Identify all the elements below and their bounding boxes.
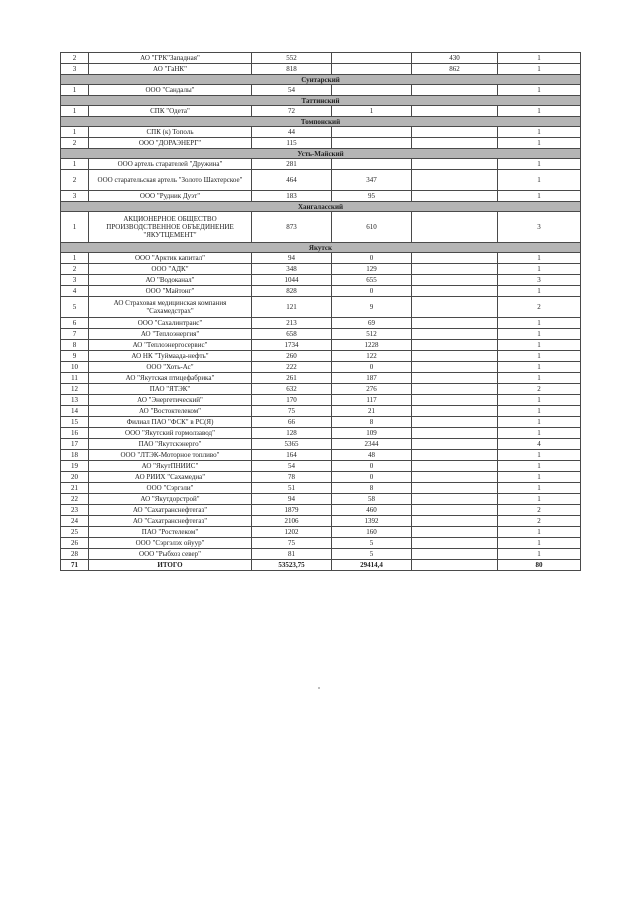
organization-name: ООО "Сахалинтранс" xyxy=(89,318,252,329)
table-row xyxy=(61,472,581,483)
value-c xyxy=(412,170,498,191)
row-number: 14 xyxy=(61,406,89,417)
value-c xyxy=(412,428,498,439)
value-a: 818 xyxy=(252,64,332,75)
organization-name: Филиал ПАО "ФСК" в РС(Я) xyxy=(89,417,252,428)
value-c xyxy=(412,373,498,384)
row-number: 1 xyxy=(61,253,89,264)
section-row xyxy=(61,96,581,106)
value-a: 164 xyxy=(252,450,332,461)
table-row xyxy=(61,64,581,75)
section-row xyxy=(61,202,581,212)
value-d: 1 xyxy=(498,527,581,538)
value-c xyxy=(412,138,498,149)
table-row xyxy=(61,264,581,275)
value-a: 281 xyxy=(252,159,332,170)
organization-name: СПК (к) Тополь xyxy=(89,127,252,138)
value-c xyxy=(412,406,498,417)
value-c xyxy=(412,549,498,560)
value-d: 2 xyxy=(498,384,581,395)
table-row xyxy=(61,329,581,340)
table-row xyxy=(61,159,581,170)
value-d: 1 xyxy=(498,318,581,329)
value-a: 260 xyxy=(252,351,332,362)
table-row xyxy=(61,340,581,351)
table-row xyxy=(61,106,581,117)
organization-name: ООО "Рудник Дуэт" xyxy=(89,191,252,202)
section-title: Таттинский xyxy=(61,96,581,106)
table-row xyxy=(61,373,581,384)
table-row xyxy=(61,275,581,286)
organization-name: АО "Водоканал" xyxy=(89,275,252,286)
value-b: 109 xyxy=(332,428,412,439)
organization-name: АО "ГРК"Западная" xyxy=(89,53,252,64)
value-d: 1 xyxy=(498,450,581,461)
row-number: 18 xyxy=(61,450,89,461)
row-number: 9 xyxy=(61,351,89,362)
row-number: 16 xyxy=(61,428,89,439)
value-b: 1228 xyxy=(332,340,412,351)
value-d: 1 xyxy=(498,538,581,549)
table-row xyxy=(61,483,581,494)
section-row xyxy=(61,243,581,253)
scan-speck xyxy=(318,687,320,689)
value-d: 1 xyxy=(498,85,581,96)
value-b: 0 xyxy=(332,461,412,472)
value-b: 347 xyxy=(332,170,412,191)
value-c xyxy=(412,275,498,286)
organization-name: АО "Сахатранснефтегаз" xyxy=(89,516,252,527)
table-row xyxy=(61,212,581,243)
row-number: 6 xyxy=(61,318,89,329)
value-d: 1 xyxy=(498,329,581,340)
value-b: 160 xyxy=(332,527,412,538)
section-title: Томпонский xyxy=(61,117,581,127)
value-d: 1 xyxy=(498,362,581,373)
value-c xyxy=(412,212,498,243)
organization-name: ООО "Сэргэли" xyxy=(89,483,252,494)
value-d: 1 xyxy=(498,406,581,417)
value-c xyxy=(412,318,498,329)
value-d: 1 xyxy=(498,428,581,439)
organization-name: АО "Теплоэнергосервис" xyxy=(89,340,252,351)
organization-name: ПАО "Ростелеком" xyxy=(89,527,252,538)
organization-name: АО НК "Туймаада-нефть" xyxy=(89,351,252,362)
table-row xyxy=(61,450,581,461)
table-row xyxy=(61,417,581,428)
value-b xyxy=(332,53,412,64)
section-title: Сунтарский xyxy=(61,75,581,85)
data-table-sheet xyxy=(60,52,580,571)
row-number: 25 xyxy=(61,527,89,538)
section-title: Хангаласский xyxy=(61,202,581,212)
table-row xyxy=(61,549,581,560)
value-b xyxy=(332,159,412,170)
value-b: 1 xyxy=(332,106,412,117)
value-d: 1 xyxy=(498,170,581,191)
value-d: 1 xyxy=(498,106,581,117)
organization-name: ООО "Рыбхоз север" xyxy=(89,549,252,560)
value-a: 94 xyxy=(252,494,332,505)
table-row xyxy=(61,127,581,138)
table-row xyxy=(61,138,581,149)
value-c xyxy=(412,264,498,275)
organization-name: СПК "Одета" xyxy=(89,106,252,117)
organization-name: АО "ГаНК" xyxy=(89,64,252,75)
value-b: 0 xyxy=(332,362,412,373)
row-number: 8 xyxy=(61,340,89,351)
value-a: 128 xyxy=(252,428,332,439)
value-c xyxy=(412,516,498,527)
value-b: 276 xyxy=(332,384,412,395)
value-c xyxy=(412,384,498,395)
row-number: 71 xyxy=(61,560,89,571)
organization-name: ООО "ДОРАЭНЕРГ" xyxy=(89,138,252,149)
value-b: 21 xyxy=(332,406,412,417)
row-number: 20 xyxy=(61,472,89,483)
table-row xyxy=(61,527,581,538)
value-b: 95 xyxy=(332,191,412,202)
value-b: 2344 xyxy=(332,439,412,450)
value-c xyxy=(412,286,498,297)
value-d: 4 xyxy=(498,439,581,450)
value-a: 170 xyxy=(252,395,332,406)
organization-name: ООО "Сэргэлэх ойуур" xyxy=(89,538,252,549)
value-c xyxy=(412,395,498,406)
value-d: 1 xyxy=(498,549,581,560)
value-c xyxy=(412,527,498,538)
row-number: 4 xyxy=(61,286,89,297)
organization-name: ИТОГО xyxy=(89,560,252,571)
organization-name: ООО "Хоть-Ас" xyxy=(89,362,252,373)
value-b: 655 xyxy=(332,275,412,286)
value-b: 0 xyxy=(332,253,412,264)
row-number: 12 xyxy=(61,384,89,395)
value-a: 2106 xyxy=(252,516,332,527)
value-a: 66 xyxy=(252,417,332,428)
row-number: 3 xyxy=(61,64,89,75)
organization-name: АО "ЯкутПНИИС" xyxy=(89,461,252,472)
row-number: 22 xyxy=(61,494,89,505)
value-c xyxy=(412,505,498,516)
table-row xyxy=(61,395,581,406)
value-b: 8 xyxy=(332,483,412,494)
organization-name: ООО "ЛТЭК-Моторное топливо" xyxy=(89,450,252,461)
section-title: Якутск xyxy=(61,243,581,253)
value-d: 1 xyxy=(498,340,581,351)
table-row xyxy=(61,191,581,202)
value-c xyxy=(412,494,498,505)
organization-name: АО РИИХ "Сахамедиа" xyxy=(89,472,252,483)
organization-name: АО "Якутдорстрой" xyxy=(89,494,252,505)
organization-name: ПАО "ЯТЭК" xyxy=(89,384,252,395)
row-number: 1 xyxy=(61,85,89,96)
value-c xyxy=(412,106,498,117)
value-c xyxy=(412,85,498,96)
row-number: 1 xyxy=(61,159,89,170)
row-number: 1 xyxy=(61,127,89,138)
row-number: 21 xyxy=(61,483,89,494)
section-row xyxy=(61,75,581,85)
value-c xyxy=(412,297,498,318)
organization-name: ООО старательская артель "Золото Шахтерское" xyxy=(89,170,252,191)
value-a: 828 xyxy=(252,286,332,297)
value-d: 1 xyxy=(498,253,581,264)
row-number: 2 xyxy=(61,138,89,149)
value-b xyxy=(332,85,412,96)
table-row xyxy=(61,85,581,96)
value-a: 75 xyxy=(252,406,332,417)
row-number: 17 xyxy=(61,439,89,450)
table-row xyxy=(61,406,581,417)
value-d: 80 xyxy=(498,560,581,571)
value-a: 75 xyxy=(252,538,332,549)
value-d: 1 xyxy=(498,53,581,64)
value-d: 3 xyxy=(498,212,581,243)
value-b: 8 xyxy=(332,417,412,428)
table-row xyxy=(61,439,581,450)
row-number: 2 xyxy=(61,170,89,191)
value-d: 1 xyxy=(498,472,581,483)
row-number: 24 xyxy=(61,516,89,527)
row-number: 5 xyxy=(61,297,89,318)
row-number: 7 xyxy=(61,329,89,340)
value-c: 430 xyxy=(412,53,498,64)
organization-name: АО "Сахатранснефтегаз" xyxy=(89,505,252,516)
value-d: 1 xyxy=(498,159,581,170)
row-number: 26 xyxy=(61,538,89,549)
value-b xyxy=(332,127,412,138)
value-c xyxy=(412,417,498,428)
value-d: 1 xyxy=(498,191,581,202)
value-b xyxy=(332,138,412,149)
row-number: 15 xyxy=(61,417,89,428)
table-row xyxy=(61,297,581,318)
value-b: 48 xyxy=(332,450,412,461)
value-b: 187 xyxy=(332,373,412,384)
organization-name: АО "Якутская птицефабрика" xyxy=(89,373,252,384)
value-d: 2 xyxy=(498,297,581,318)
total-row xyxy=(61,560,581,571)
value-a: 552 xyxy=(252,53,332,64)
row-number: 3 xyxy=(61,191,89,202)
organization-name: АО "Энергетический" xyxy=(89,395,252,406)
value-b: 29414,4 xyxy=(332,560,412,571)
value-a: 51 xyxy=(252,483,332,494)
value-c xyxy=(412,450,498,461)
value-a: 213 xyxy=(252,318,332,329)
value-a: 873 xyxy=(252,212,332,243)
data-table xyxy=(60,52,581,571)
row-number: 28 xyxy=(61,549,89,560)
value-d: 1 xyxy=(498,286,581,297)
row-number: 1 xyxy=(61,106,89,117)
value-a: 54 xyxy=(252,461,332,472)
value-d: 3 xyxy=(498,275,581,286)
row-number: 19 xyxy=(61,461,89,472)
value-b: 0 xyxy=(332,286,412,297)
value-c xyxy=(412,538,498,549)
row-number: 11 xyxy=(61,373,89,384)
table-row xyxy=(61,505,581,516)
organization-name: АО Страховая медицинская компания "Сахамедстрах" xyxy=(89,297,252,318)
table-row xyxy=(61,351,581,362)
table-row xyxy=(61,516,581,527)
value-b: 460 xyxy=(332,505,412,516)
value-a: 632 xyxy=(252,384,332,395)
value-b: 9 xyxy=(332,297,412,318)
value-a: 44 xyxy=(252,127,332,138)
organization-name: АО "Востоктелеком" xyxy=(89,406,252,417)
value-b: 129 xyxy=(332,264,412,275)
value-d: 1 xyxy=(498,127,581,138)
value-a: 222 xyxy=(252,362,332,373)
value-a: 1202 xyxy=(252,527,332,538)
table-row xyxy=(61,494,581,505)
value-b: 1392 xyxy=(332,516,412,527)
organization-name: АО "Теплоэнергия" xyxy=(89,329,252,340)
value-c xyxy=(412,472,498,483)
value-d: 2 xyxy=(498,516,581,527)
value-d: 1 xyxy=(498,461,581,472)
value-b: 5 xyxy=(332,549,412,560)
value-a: 72 xyxy=(252,106,332,117)
value-b: 512 xyxy=(332,329,412,340)
value-c: 862 xyxy=(412,64,498,75)
organization-name: ООО "Якутский гормолзавод" xyxy=(89,428,252,439)
value-d: 1 xyxy=(498,494,581,505)
value-a: 53523,75 xyxy=(252,560,332,571)
value-a: 348 xyxy=(252,264,332,275)
value-b: 117 xyxy=(332,395,412,406)
table-row xyxy=(61,53,581,64)
organization-name: ООО "Майтонг" xyxy=(89,286,252,297)
value-a: 5365 xyxy=(252,439,332,450)
value-d: 1 xyxy=(498,64,581,75)
table-row xyxy=(61,362,581,373)
value-a: 261 xyxy=(252,373,332,384)
value-d: 1 xyxy=(498,373,581,384)
value-d: 1 xyxy=(498,483,581,494)
value-d: 1 xyxy=(498,351,581,362)
value-c xyxy=(412,191,498,202)
value-c xyxy=(412,340,498,351)
value-a: 1734 xyxy=(252,340,332,351)
table-row xyxy=(61,538,581,549)
row-number: 23 xyxy=(61,505,89,516)
value-a: 81 xyxy=(252,549,332,560)
value-c xyxy=(412,253,498,264)
row-number: 10 xyxy=(61,362,89,373)
value-b: 122 xyxy=(332,351,412,362)
organization-name: ООО артель старателей "Дружина" xyxy=(89,159,252,170)
row-number: 13 xyxy=(61,395,89,406)
section-row xyxy=(61,117,581,127)
value-b: 69 xyxy=(332,318,412,329)
table-row xyxy=(61,384,581,395)
value-c xyxy=(412,351,498,362)
organization-name: ООО "Арктик капитал" xyxy=(89,253,252,264)
value-a: 115 xyxy=(252,138,332,149)
value-b: 610 xyxy=(332,212,412,243)
row-number: 2 xyxy=(61,264,89,275)
value-d: 1 xyxy=(498,417,581,428)
row-number: 3 xyxy=(61,275,89,286)
table-row xyxy=(61,286,581,297)
table-row xyxy=(61,253,581,264)
value-a: 94 xyxy=(252,253,332,264)
organization-name: ООО "Сандалы" xyxy=(89,85,252,96)
value-c xyxy=(412,461,498,472)
value-d: 1 xyxy=(498,395,581,406)
value-c xyxy=(412,362,498,373)
value-b xyxy=(332,64,412,75)
value-a: 54 xyxy=(252,85,332,96)
value-a: 1879 xyxy=(252,505,332,516)
value-c xyxy=(412,159,498,170)
value-c xyxy=(412,329,498,340)
value-b: 5 xyxy=(332,538,412,549)
value-a: 183 xyxy=(252,191,332,202)
table-row xyxy=(61,318,581,329)
section-title: Усть-Майский xyxy=(61,149,581,159)
value-c xyxy=(412,483,498,494)
value-c xyxy=(412,560,498,571)
organization-name: АКЦИОНЕРНОЕ ОБЩЕСТВО ПРОИЗВОДСТВЕННОЕ ОБЪЕДИНЕНИЕ "ЯКУТЦЕМЕНТ" xyxy=(89,212,252,243)
value-c xyxy=(412,439,498,450)
value-a: 658 xyxy=(252,329,332,340)
value-b: 58 xyxy=(332,494,412,505)
value-b: 0 xyxy=(332,472,412,483)
section-row xyxy=(61,149,581,159)
organization-name: ПАО "Якутскэнерго" xyxy=(89,439,252,450)
value-d: 1 xyxy=(498,138,581,149)
value-d: 1 xyxy=(498,264,581,275)
value-a: 121 xyxy=(252,297,332,318)
value-a: 1044 xyxy=(252,275,332,286)
row-number: 1 xyxy=(61,212,89,243)
table-row xyxy=(61,428,581,439)
value-a: 464 xyxy=(252,170,332,191)
table-row xyxy=(61,170,581,191)
table-row xyxy=(61,461,581,472)
value-c xyxy=(412,127,498,138)
organization-name: ООО "АДК" xyxy=(89,264,252,275)
value-a: 78 xyxy=(252,472,332,483)
value-d: 2 xyxy=(498,505,581,516)
row-number: 2 xyxy=(61,53,89,64)
